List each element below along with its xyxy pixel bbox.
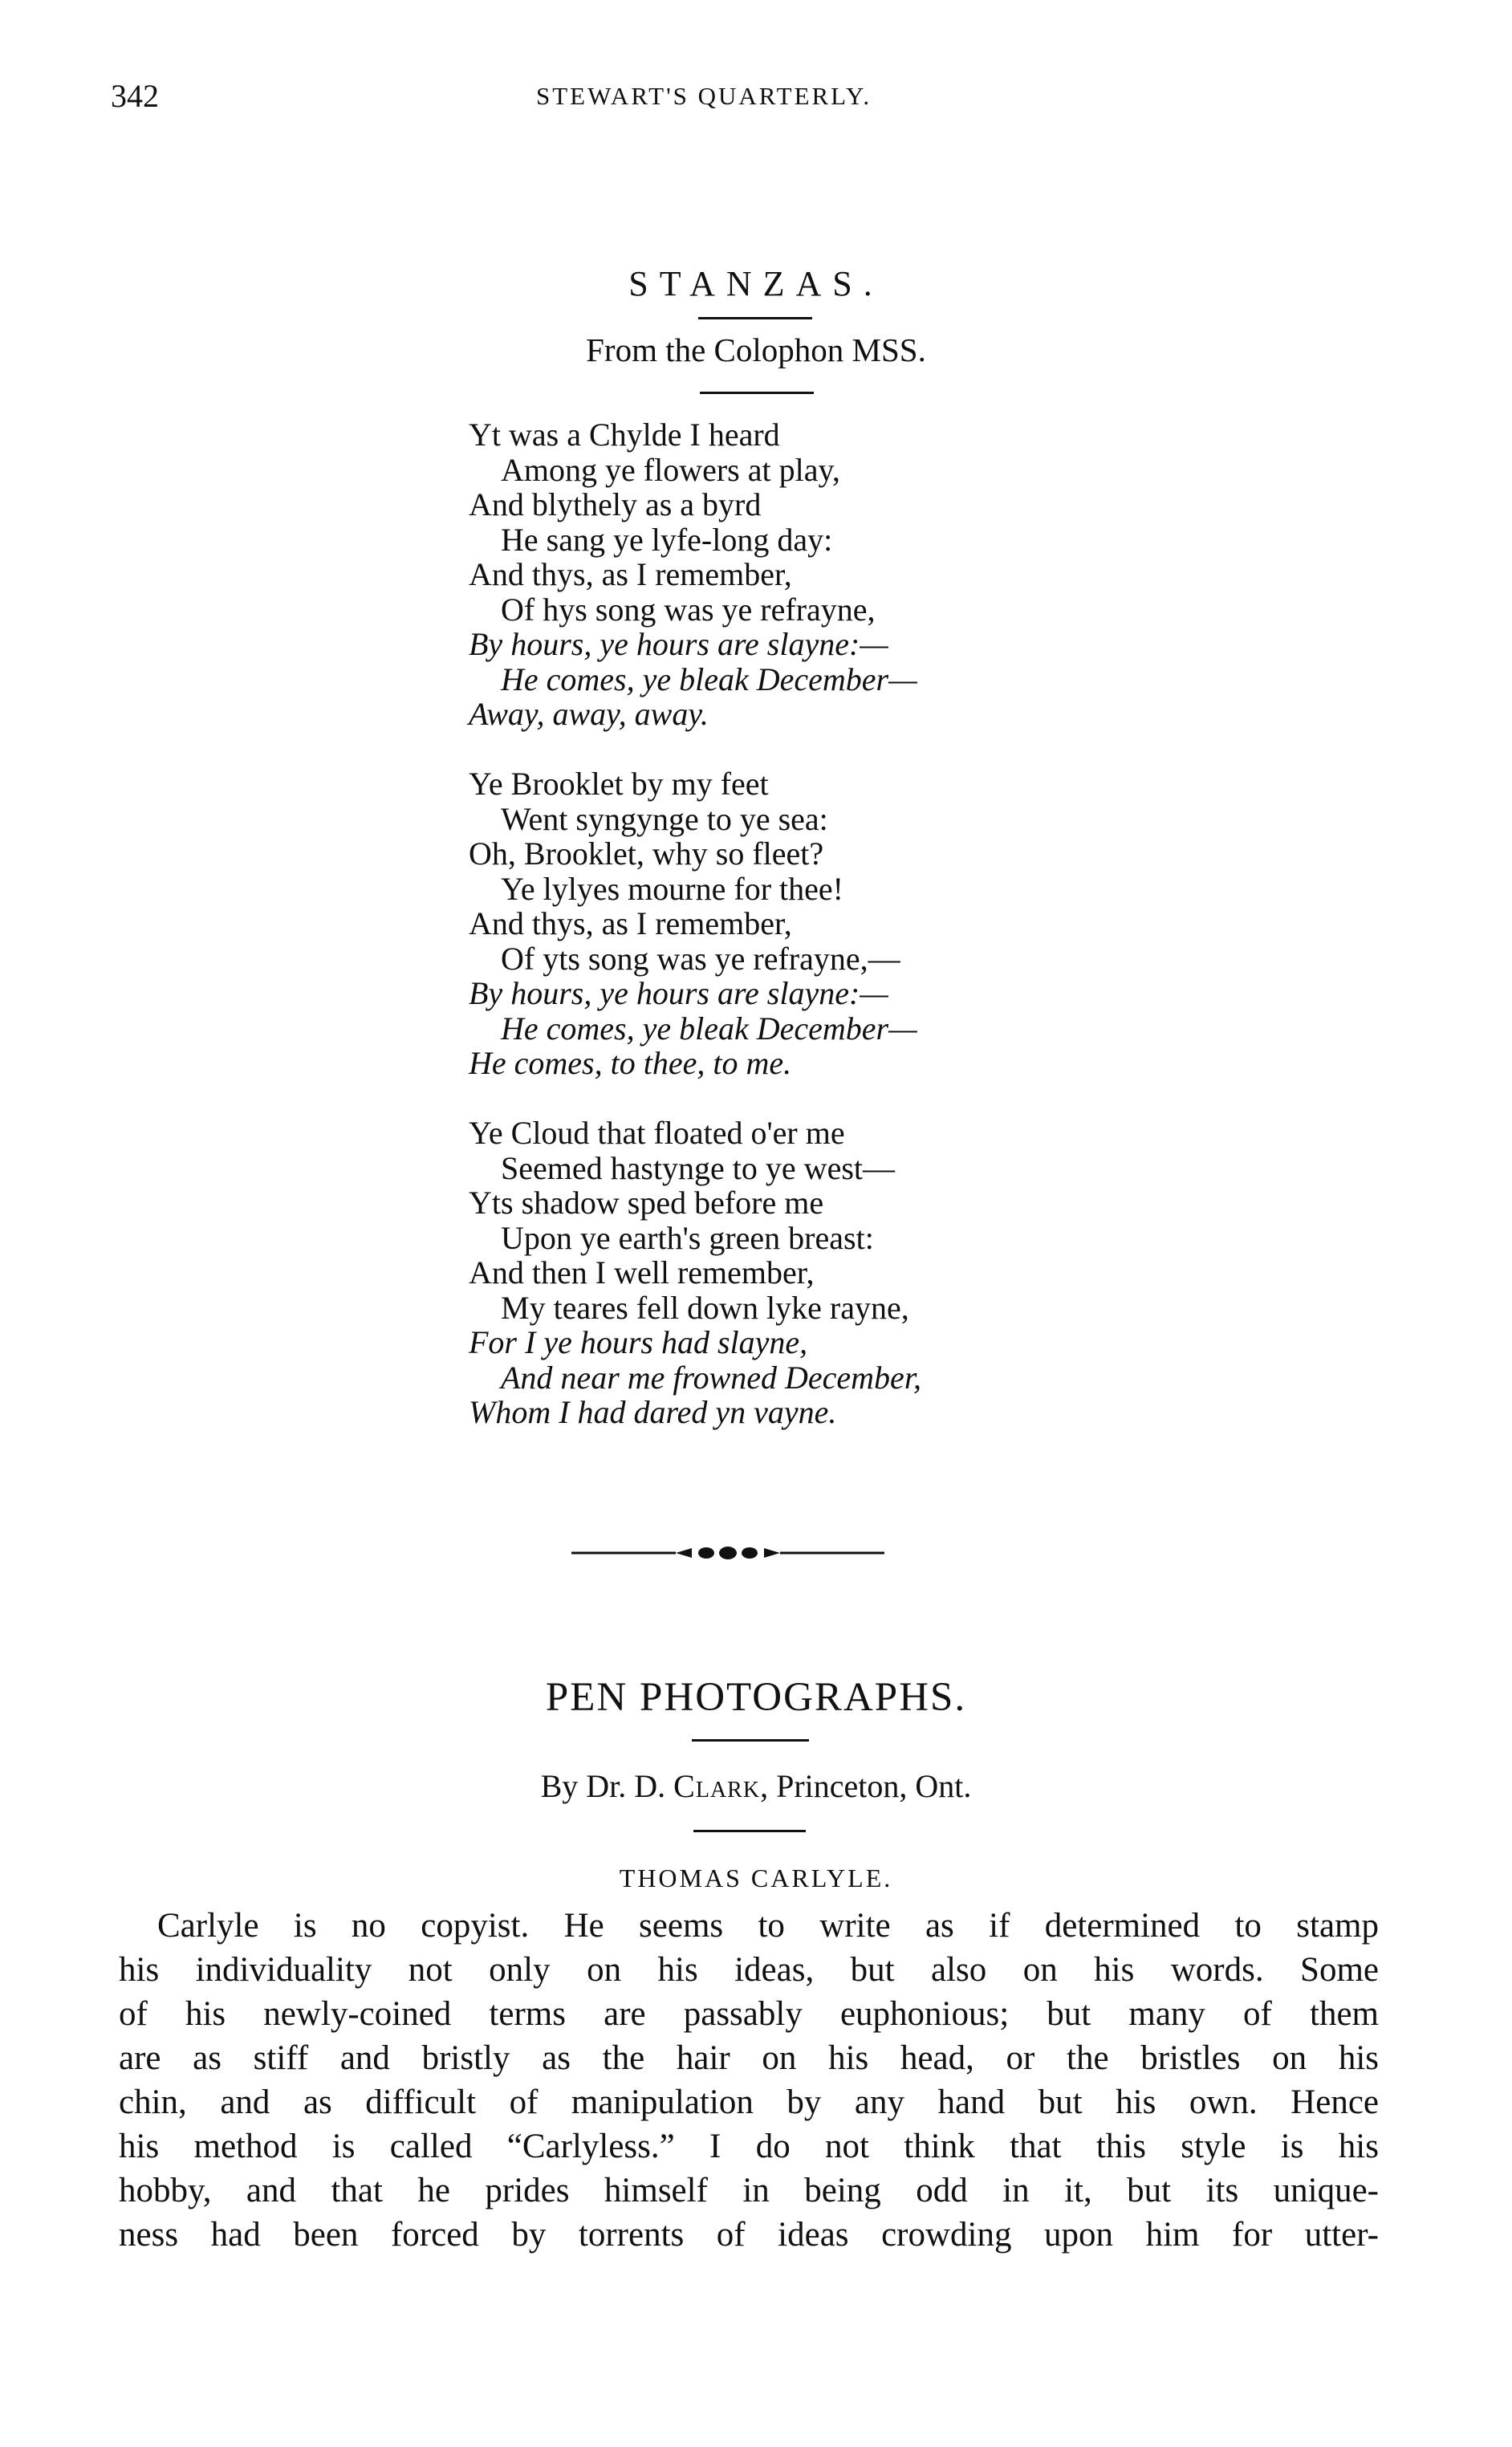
byline-prefix: By Dr. D. (540, 1768, 666, 1804)
verse-line: He comes, ye bleak December— (501, 661, 917, 697)
body-line: are as stiff and bristly as the hair on his head, or the bristles on his (119, 2039, 1379, 2077)
verse-line: Yt was a Chylde I heard (469, 417, 780, 453)
verse-line: Upon ye earth's green breast: (501, 1219, 874, 1256)
poem-title: STANZAS. (628, 264, 884, 303)
verse-line: Oh, Brooklet, why so fleet? (469, 835, 824, 872)
ornamental-divider (571, 1545, 884, 1561)
verse-line: Of yts song was ye refrayne,— (501, 940, 900, 977)
byline-place: , Princeton, Ont. (760, 1768, 972, 1804)
article-title-rule (692, 1739, 809, 1742)
verse-line: For I ye hours had slayne, (469, 1324, 808, 1360)
verse-line: My teares fell down lyke rayne, (501, 1289, 909, 1326)
verse-line: And thys, as I remember, (469, 905, 792, 941)
verse-line: He sang ye lyfe-long day: (501, 521, 833, 558)
article-title: PEN PHOTOGRAPHS. (545, 1675, 967, 1720)
byline (0, 1767, 1512, 1805)
page-number: 342 (111, 78, 159, 114)
body-line: his method is called “Carlyless.” I do not think that this style is his (119, 2128, 1379, 2165)
body-line: of his newly-coined terms are passably euphonious; but many of them (119, 1995, 1379, 2033)
verse-line: Among ye flowers at play, (501, 451, 840, 488)
body-line: chin, and as difficult of manipulation by any hand but his own. Hence (119, 2083, 1379, 2121)
source-rule (700, 392, 814, 394)
verse-line: Away, away, away. (469, 696, 709, 732)
verse-line: And then I well remember, (469, 1254, 815, 1291)
running-head: STEWART'S QUARTERLY. (536, 82, 872, 110)
stanza-2 (469, 766, 1111, 1081)
byline-author: Clark (673, 1768, 761, 1804)
verse-line: And blythely as a byrd (469, 486, 762, 522)
verse-line: He comes, ye bleak December— (501, 1010, 917, 1047)
stanza-1 (469, 417, 1111, 732)
body-line: ness had been forced by torrents of ideas crowding upon him for utter- (119, 2216, 1379, 2254)
verse-line: Ye lylyes mourne for thee! (501, 870, 843, 907)
article-body (119, 1904, 1379, 2257)
byline-rule (693, 1830, 806, 1832)
verse-line: And thys, as I remember, (469, 556, 792, 592)
verse-line: By hours, ye hours are slayne:— (469, 626, 888, 662)
verse-line: Ye Cloud that floated o'er me (469, 1115, 845, 1151)
verse-line: Seemed hastynge to ye west— (501, 1149, 895, 1186)
poem-source: From the Colophon MSS. (586, 331, 926, 368)
subheading: THOMAS CARLYLE. (619, 1864, 893, 1892)
body-line: hobby, and that he prides himself in being odd in it, but its unique- (119, 2172, 1379, 2209)
verse-line: Yts shadow sped before me (469, 1185, 824, 1221)
verse-line: Ye Brooklet by my feet (469, 766, 769, 802)
verse-line: By hours, ye hours are slayne:— (469, 975, 888, 1011)
stanza-3 (469, 1116, 1111, 1430)
body-line: his individuality not only on his ideas, but also on his words. Some (119, 1951, 1379, 1989)
body-line: Carlyle is no copyist. He seems to write as if determined to stamp (157, 1907, 1379, 1945)
verse-line: Whom I had dared yn vayne. (469, 1394, 837, 1430)
verse-line: Of hys song was ye refrayne, (501, 591, 876, 628)
verse-line: And near me frowned December, (501, 1359, 921, 1396)
verse-line: Went syngynge to ye sea: (501, 800, 828, 837)
verse-line: He comes, to thee, to me. (469, 1045, 792, 1081)
title-rule (698, 317, 812, 319)
